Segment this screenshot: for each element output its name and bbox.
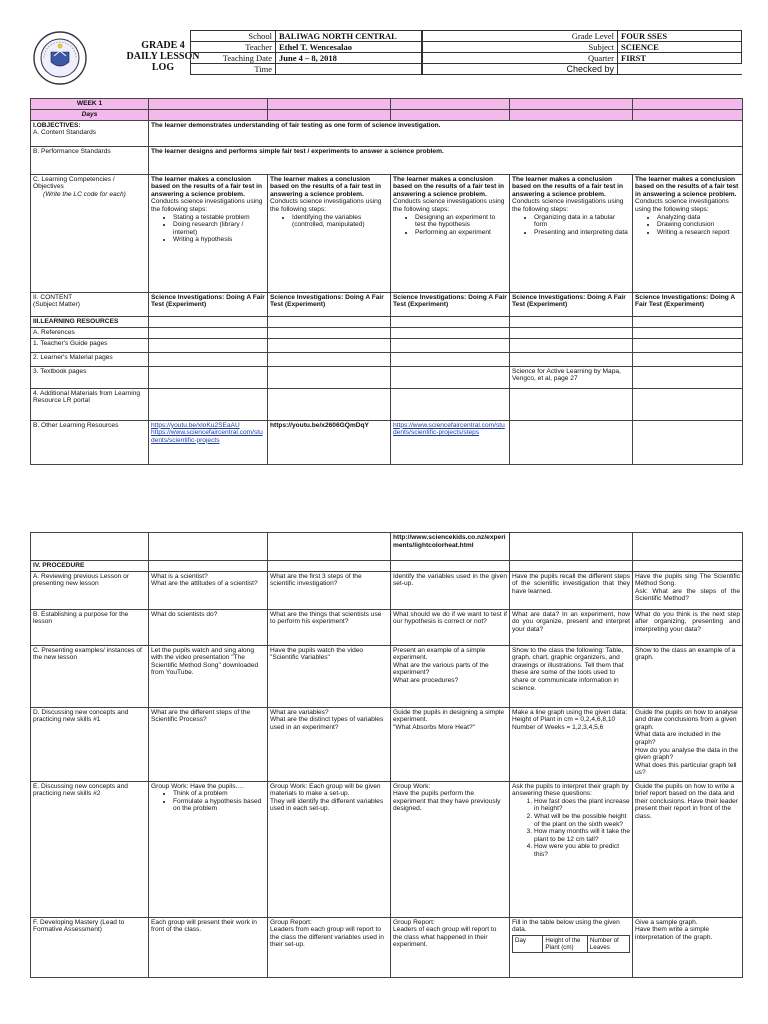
grade-level-label: Grade Level [423,31,618,42]
row-label: D. Discussing new concepts and practicing new skills #1 [31,707,149,781]
lesson-cell: Have the pupils watch the video "Scientific Variables" [268,645,391,707]
procedure-heading: IV. PROCEDURE [31,561,149,572]
competency-bold: The learner makes a conclusion based on the results of a fair test in answering a science problem. [635,175,739,198]
group-work-bullet: • Formulate a hypothesis based on the problem [173,798,265,813]
lesson-cell: Give a sample graph. Have them write a simple interpretation of the graph. [633,917,743,977]
references-label: A. References [31,327,149,338]
competency-text: Conducts science investigations using the following steps: [270,198,382,213]
resource-link[interactable]: https://youtu.be/xloKu2SEaAU [151,421,240,429]
competencies-note: (Write the LC code for each) [43,190,126,198]
competency-bullet: • Performing an experiment [415,229,507,237]
lesson-cell: Present an example of a simple experiment. What are the various parts of the experiment? What are procedures? [391,645,510,707]
lesson-cell [510,917,633,977]
grade-level-value: FOUR SSES [618,31,742,42]
content-cell: Science Investigations: Doing A Fair Test (Experiment) [149,292,268,316]
performance-standards-label: B. Performance Standards [31,146,149,174]
competency-cell [391,174,510,292]
row-label: C. Presenting examples/ instances of the new lesson [31,645,149,707]
questions-intro: Ask the pupils to interpret their graph by answering these questions: [512,782,629,798]
competency-bullet: • Stating a testable problem [173,214,265,222]
row-discussing-1 [31,707,743,781]
group-work-bullet: • Think of a problem [173,790,265,798]
question-item: 3. How many months will it take the plant to be 12 cm tall? [534,828,630,843]
lesson-cell: Group Work: Each group will be given materials to make a set-up. They will identify the different variables used in each set-up. [268,781,391,917]
quarter-label: Quarter [423,53,618,64]
teacher-label: Teacher [191,42,276,53]
content-cell: Science Investigations: Doing A Fair Test (Experiment) [268,292,391,316]
lesson-cell: Let the pupils watch and sing along with the video presentation "The Scientific Method Song" downloaded from YouTube. [149,645,268,707]
teaching-date-value: June 4 – 8, 2018 [276,53,422,64]
teachers-guide-label: 1. Teacher's Guide pages [31,338,149,352]
mini-table-header: Day [513,935,543,952]
competency-cell [149,174,268,292]
header [30,30,742,86]
lesson-cell: Group Work: Have the pupils perform the experiment that they have previously designed. [391,781,510,917]
lesson-cell: Each group will present their work in front of the class. [149,917,268,977]
lesson-cell: Group Report: Leaders from each group will report to the class the different variables used in their set-up. [268,917,391,977]
row-purpose [31,609,743,645]
textbook-reference: Science for Active Learning by Mapa, Vengco, et al, page 27 [510,366,633,388]
lesson-cell: Make a line graph using the given data: Height of Plant in cm = 0,2,4,6,8,10 Number of Weeks = 1,2,3,4,5,6 [510,707,633,781]
fill-table-intro: Fill in the table below using the given data. [512,918,620,934]
competency-bullet: • Drawing conclusion [657,221,740,229]
lesson-cell: Identify the variables used in the given set-up. [391,571,510,609]
quarter-value: FIRST [618,53,742,64]
time-label: Time [191,64,276,75]
lesson-cell: Guide the pupils in designing a simple experiment. "What Absorbs More Heat?" [391,707,510,781]
subject-value: SCIENCE [618,42,742,53]
competency-text: Conducts science investigations using the following steps: [635,198,729,213]
lesson-cell: What are variables? What are the distinct types of variables used in an experiment? [268,707,391,781]
competency-text: Conducts science investigations using the following steps: [151,198,263,213]
deped-seal-icon [32,30,96,86]
competency-bullet: • Doing research (library / internet) [173,221,265,236]
info-table-left [190,30,422,75]
competency-bold: The learner makes a conclusion based on the results of a fair test in answering a science problem. [270,175,382,198]
lesson-cell [510,781,633,917]
textbook-pages-label: 3. Textbook pages [31,366,149,388]
lesson-cell: Group Report: Leaders of each group will report to the class what happened in their experiment. [391,917,510,977]
time-value [276,64,422,75]
plant-data-table [512,935,630,953]
competency-bold: The learner makes a conclusion based on the results of a fair test in answering a science problem. [393,175,505,198]
days-label: Days [31,110,149,121]
lesson-cell: What is a scientist? What are the attitudes of a scientist? [149,571,268,609]
competencies-row [31,174,743,292]
question-item: 2. What will be the possible height of the plant on the sixth week? [534,813,630,828]
lesson-cell: What do scientists do? [149,609,268,645]
competency-bullet: • Writing a hypothesis [173,236,265,244]
competency-bullet: • Identifying the variables (controlled, manipulated) [292,214,388,229]
lesson-cell: Guide the pupils on how to analyse and draw conclusions from a given graph. What data are included in the graph? How do you analyse the data in the given graph? What does this particular graph tell us? [633,707,743,781]
week-label: WEEK 1 [31,99,149,110]
lesson-table-1 [30,98,743,465]
lesson-cell [149,781,268,917]
learners-material-label: 2. Learner's Material pages [31,352,149,366]
checked-by-label: Checked by [423,64,618,75]
resource-link[interactable]: https://www.sciencefaircentral.com/students/scientific-projects [151,429,263,444]
lesson-cell: What are the things that scientists use to perform his experiment? [268,609,391,645]
content-sub-label: (Subject Matter) [33,301,80,309]
checked-by-value [618,64,742,75]
competency-bold: The learner makes a conclusion based on the results of a fair test in answering a science problem. [151,175,263,198]
school-value: BALIWAG NORTH CENTRAL [276,31,422,42]
group-work-text: Group Work: Have the pupils…. [151,782,244,790]
lesson-cell: What are data? In an experiment, how do you organize, present and interpret your data? [510,609,633,645]
lesson-cell: What should we do if we want to test if our hypothesis is correct or not? [391,609,510,645]
competency-text: Conducts science investigations using the following steps: [393,198,505,213]
question-item: 4. How were you able to predict this? [534,843,630,858]
school-label: School [191,31,276,42]
additional-materials-label: 4. Additional Materials from Learning Resource LR portal [31,388,149,420]
content-cell: Science Investigations: Doing A Fair Test (Experiment) [391,292,510,316]
performance-standards-text: The learner designs and performs simple fair test / experiments to answer a science problem. [149,146,743,174]
competency-cell [633,174,743,292]
row-examples [31,645,743,707]
competency-bullet: • Analyzing data [657,214,740,222]
lesson-cell: Have the pupils sing The Scientific Method Song. Ask: What are the steps of the Scientific Method? [633,571,743,609]
lesson-cell: What are the first 3 steps of the scientific investigation? [268,571,391,609]
row-label: F. Developing Mastery (Lead to Formative Assessment) [31,917,149,977]
row-label: E. Discussing new concepts and practicing new skills #2 [31,781,149,917]
teacher-value: Ethel T. Wencesalao [276,42,422,53]
lesson-table-2 [30,532,743,978]
row-label: A. Reviewing previous Lesson or presenting new lesson [31,571,149,609]
top-link: http://www.sciencekids.co.nz/experiments/lightcolorheat.html [391,533,510,561]
grade-title-line-1: GRADE 4 [141,40,185,51]
competency-bullet: • Designing an experiment to test the hypothesis [415,214,507,229]
teaching-date-label: Teaching Date [191,53,276,64]
grade-title-line-2: DAILY LESSON [126,51,200,62]
competency-cell [268,174,391,292]
competency-cell [510,174,633,292]
competency-bullet: • Organizing data in a tabular form [534,214,630,229]
content-standards-label: A. Content Standards [33,129,97,137]
lesson-cell: Guide the pupils on how to write a brief report based on the data and their conclusions. Have their leader present their report in front of the class. [633,781,743,917]
mini-table-header: Height of the Plant (cm) [543,935,587,952]
content-cell: Science Investigations: Doing A Fair Test (Experiment) [510,292,633,316]
competencies-label: C. Learning Competencies / Objectives [33,175,115,191]
competency-bullet: • Writing a research report [657,229,740,237]
info-table-right [422,30,742,75]
competency-bullet: • Presenting and interpreting data [534,229,630,237]
resource-link[interactable]: https://www.sciencefaircentral.com/students/scientific-projects/steps [393,421,505,437]
objectives-heading: I.OBJECTIVES: [33,121,81,129]
lesson-cell: Have the pupils recall the different steps of the scientific investigation that they have learned. [510,571,633,609]
content-label: II. CONTENT [33,293,73,301]
subject-label: Subject [423,42,618,53]
lesson-cell: What are the different steps of the Scientific Process? [149,707,268,781]
lesson-cell: Show to the class the following: Table, graph, chart, graphic organizers, and drawings or illustrations. Tell them that these are some of the tools used to share or communicate information in science. [510,645,633,707]
other-resources-label: B. Other Learning Resources [31,420,149,464]
content-cell: Science Investigations: Doing A Fair Test (Experiment) [633,292,743,316]
lesson-cell: What do you think is the next step after organizing, presenting and interpreting your data? [633,609,743,645]
question-item: 1. How fast does the plant increase in height? [534,798,630,813]
mini-table-header: Number of Leaves [587,935,629,952]
row-discussing-2 [31,781,743,917]
learning-resources-heading: III.LEARNING RESOURCES [31,316,149,327]
grade-title-line-3: LOG [151,62,175,73]
resource-text: https://youtu.be/x2606GQmDqY [268,420,391,464]
competency-bold: The learner makes a conclusion based on the results of a fair test in answering a science problem. [512,175,624,198]
row-label: B. Establishing a purpose for the lesson [31,609,149,645]
content-standards-text: The learner demonstrates understanding of fair testing as one form of science investigation. [149,120,743,146]
row-mastery [31,917,743,977]
lesson-cell: Show to the class an example of a graph. [633,645,743,707]
competency-text: Conducts science investigations using the following steps: [512,198,624,213]
row-reviewing [31,571,743,609]
